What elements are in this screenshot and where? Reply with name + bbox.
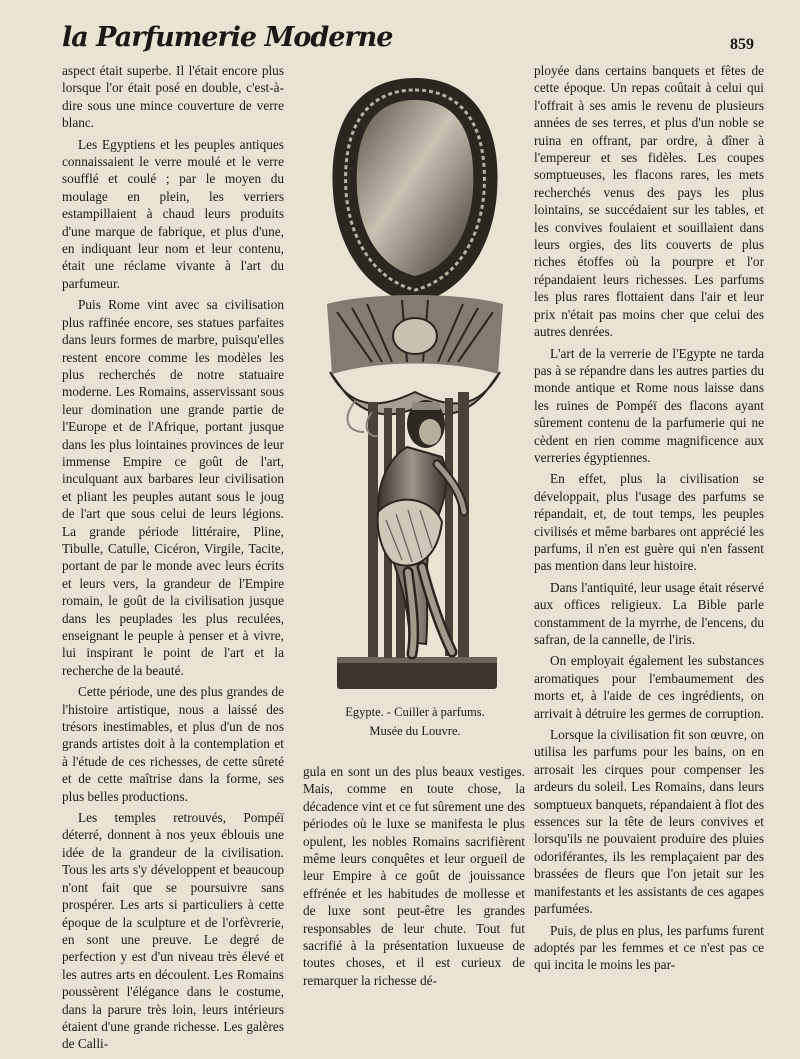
paragraph: ployée dans certains banquets et fêtes de cette époque. Un repas coûtait à celui qui l'offrait à ses amis le revenu de plusieurs années de ses terres, et plus d'un noble se ruina en offrant, par ordre, à dîner à l'empereur et ses fidèles. Les coupes somptueuses, les flacons rares, les mets recherchés venus des pays les plus lointains, se succédaient sur les tables, et les convives foulaient et souillaient dans leurs orgies, des lits couverts de plus riches étoffes où la pourpre et l'or répandaient leurs richesses. Les parfums les plus rares flottaient dans l'air et leur prix n'était pas moins cher que celui des autres denrées. (534, 63, 764, 340)
article-column-left (62, 62, 284, 1057)
article-column-middle (303, 763, 525, 993)
paragraph: aspect était superbe. Il l'était encore plus lorsque l'or était posé en double, c'est-à-dire sous une mince couverture de verre blanc. (62, 63, 284, 131)
paragraph: L'art de la verrerie de l'Egypte ne tarda pas à se répandre dans les autres parties du monde antique et Rome nous laisse dans les ruines de Pompéï des flacons ayant sûrement contenu de la parfumerie qui ne cèdent en rien comme magnificence aux verreries égyptiennes. (534, 345, 764, 465)
paragraph: Cette période, une des plus grandes de l'histoire artistique, nous a laissé des trésors inestimables, et plus d'un de nos grands artistes doit à la contemplation et à l'étude de ces richesses, de cette sûreté et de cette maîtrise dans la forme, ses plus belles productions. (62, 684, 284, 804)
spoon-illustration (312, 72, 518, 694)
paragraph: En effet, plus la civilisation se développait, plus l'usage des parfums se répandait, et, de tout temps, les peuples civilisés et même barbares ont apprécié les parfums, il n'en est guère qui n'en fassent pas mention dans leur histoire. (534, 471, 764, 574)
caption-line-1: Egypte. - Cuiller à parfums. (345, 705, 485, 719)
page-number: 859 (730, 36, 754, 53)
paragraph: On employait également les substances aromatiques pour l'embaumement des morts et, à l'aide de ces ingrédients, on arrivait à détruire les germes de corruption. (534, 653, 765, 721)
paragraph: Dans l'antiquité, leur usage était réservé aux offices religieux. La Bible parle constamment de la myrrhe, de l'encens, du safran, de la cannelle, de l'iris. (534, 579, 764, 647)
paragraph: Puis, de plus en plus, les parfums furent adoptés par les femmes et ce n'est pas ce qui incita le moins les par- (534, 922, 764, 973)
article-column-right (534, 62, 764, 978)
figure-caption (302, 703, 528, 741)
paragraph: Les temples retrouvés, Pompéï déterré, donnent à nos yeux éblouis une idée de la grandeur de la civilisation. Tous les arts s'y développent et beaucoup n'ont fait que se poursuivre sans prospérer. Les arts si particuliers à cette époque de la sculpture et de l'orfèvrerie, en sont une preuve. Le degré de perfection y est d'un niveau très élevé et les autres arts en découlent. Les Romains poussèrent l'élégance dans le costume, dans la parure très loin, leurs intérieurs étaient d'une grande richesse. Les galères de Calli- (62, 810, 284, 1052)
paragraph: Les Egyptiens et les peuples antiques connaissaient le verre moulé et le verre soufflé et coulé ; par le moyen du moulage en plein, les verriers estampillaient à chaud leurs produits d'une marque de fabrique, et plus d'une, en indiquant leur nom et leur contenu, était une réclame vivante à l'art du parfumeur. (62, 136, 284, 291)
caption-line-2: Musée du Louvre. (369, 724, 461, 738)
paragraph: Lorsque la civilisation fit son œuvre, on utilisa les parfums pour les bains, on en arrosait les cirques pour compenser les ardeurs du soleil. Les Romains, dans leurs somptueux banquets, répandaient à flot des essences sur la tête de leurs convives et lorsqu'ils ne pouvaient produire des pluies odoriférantes, ils les remplaçaient par des brassées de fleurs que l'on jetait sur les manifestants et les assistants de ces agapes parfumées. (534, 727, 764, 917)
paragraph: Puis Rome vint avec sa civilisation plus raffinée encore, ses statues parfaites dans leurs formes de marbre, puisqu'elles restent encore comme les modèles les plus recherchés de notre statuaire moderne. Les Romains, asservissant sous leur domination une grande partie de l'Europe et de l'Afrique, portant jusque dans les plus lointaines provinces de leur immense Empire ce goût de l'art, inculquant aux barbares leur civilisation et pliant les peuples autant sous le joug de l'art que sous celui de leurs légions. La grande période littéraire, Pline, Tibulle, Catulle, Cicéron, Virgile, Tacite, portant de par le monde avec leurs écrits et leurs vers, la grandeur de l'Empire romain, le goût de la civilisation jusque dans les peuplades les plus reculées, enseignant le peuple à penser et à vivre, lui inspirant le point de l'art et la recherche de la beauté. (62, 297, 284, 678)
paragraph: gula en sont un des plus beaux vestiges. Mais, comme en toute chose, la décadence vint et ce fut sûrement une des périodes où le luxe se manifesta le plus opulent, les nobles Romains sacrifièrent même leurs conquêtes et leur orgueil de leur Empire à ce goût de jouissance effrénée et les habitudes de mollesse et de luxe sont peut-être les grandes responsables de leur chute. Tout fut sacrifié à la présentation luxueuse de toutes choses, et il est curieux de remarquer la richesse dé- (303, 764, 525, 988)
page-header (0, 0, 800, 66)
masthead-title: la Parfumerie Moderne (62, 22, 393, 53)
egyptian-spoon-icon (312, 72, 518, 694)
